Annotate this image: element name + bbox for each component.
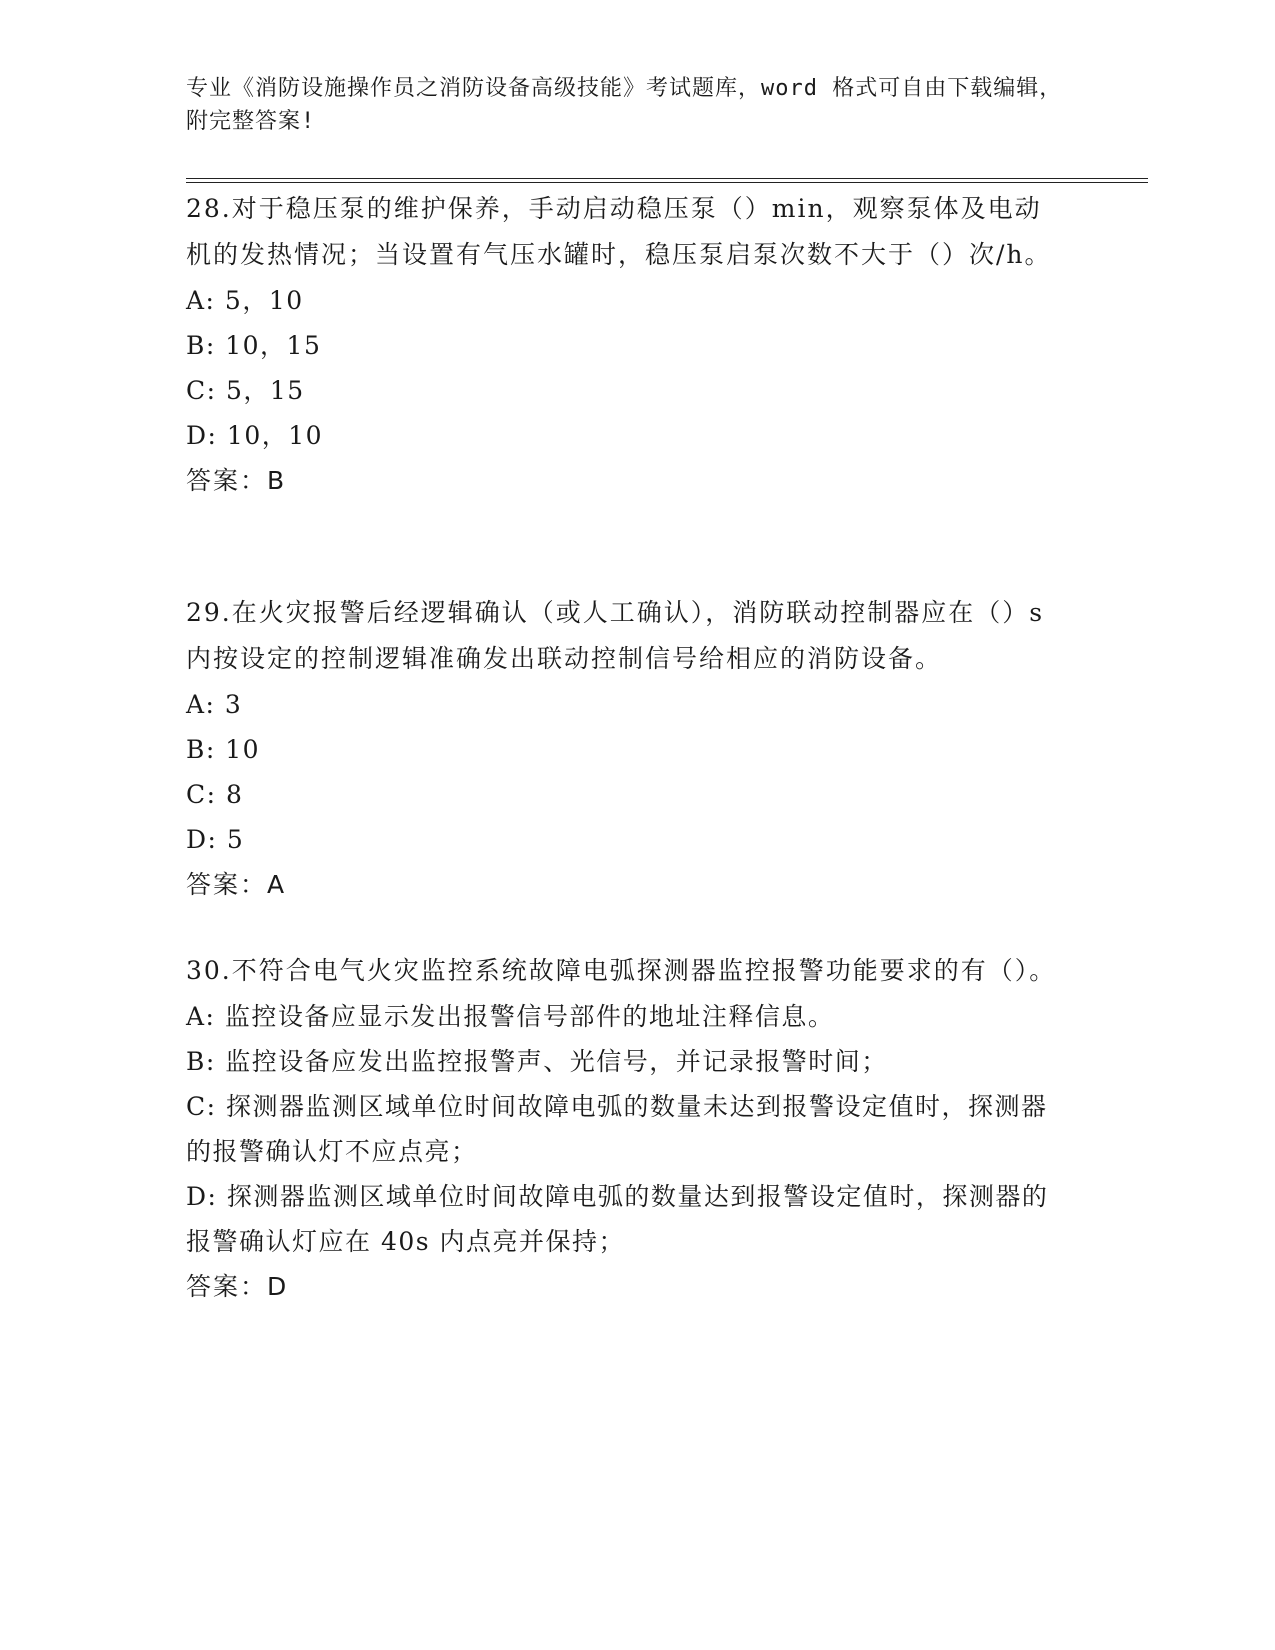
option-c: C: 8 bbox=[186, 780, 244, 809]
option-b: B: 10，15 bbox=[186, 331, 322, 360]
answer-line bbox=[186, 458, 1066, 503]
option-d: D: 5 bbox=[186, 825, 245, 854]
option-d: D: 10，10 bbox=[186, 421, 324, 450]
answer-label: 答案： bbox=[186, 466, 268, 495]
question-text: 29.在火灾报警后经逻辑确认（或人工确认），消防联动控制器应在（）s 内按设定的控制逻辑准确发出联动控制信号给相应的消防设备。 bbox=[186, 598, 1045, 673]
question-30 bbox=[186, 948, 1066, 1309]
answer-label: 答案： bbox=[186, 1272, 268, 1301]
answer-line bbox=[186, 1264, 1066, 1309]
option-d: D: 探测器监测区域单位时间故障电弧的数量达到报警设定值时，探测器的报警确认灯应在 40s 内点亮并保持； bbox=[186, 1182, 1049, 1256]
question-text: 30.不符合电气火灾监控系统故障电弧探测器监控报警功能要求的有（）。 bbox=[186, 956, 1057, 985]
option-a: A: 监控设备应显示发出报警信号部件的地址注释信息。 bbox=[186, 1002, 835, 1031]
header-divider bbox=[186, 178, 1148, 183]
option-c: C: 5，15 bbox=[186, 376, 305, 405]
question-28 bbox=[186, 186, 1066, 503]
option-a: A: 3 bbox=[186, 690, 243, 719]
question-29 bbox=[186, 590, 1066, 907]
answer-line bbox=[186, 862, 1066, 907]
option-b: B: 10 bbox=[186, 735, 261, 764]
option-c: C: 探测器监测区域单位时间故障电弧的数量未达到报警设定值时，探测器的报警确认灯不应点亮； bbox=[186, 1092, 1048, 1166]
document-header bbox=[186, 72, 1066, 138]
answer-value: B bbox=[267, 466, 285, 495]
answer-value: A bbox=[267, 870, 285, 899]
option-a: A: 5，10 bbox=[186, 286, 304, 315]
header-text: 专业《消防设施操作员之消防设备高级技能》考试题库，word 格式可自由下载编辑，附完整答案! bbox=[186, 76, 1063, 134]
option-b: B: 监控设备应发出监控报警声、光信号，并记录报警时间； bbox=[186, 1047, 888, 1076]
answer-label: 答案： bbox=[186, 870, 268, 899]
question-text: 28.对于稳压泵的维护保养，手动启动稳压泵（）min，观察泵体及电动机的发热情况；当设置有气压水罐时，稳压泵启泵次数不大于（）次/h。 bbox=[186, 194, 1052, 269]
answer-value: D bbox=[267, 1272, 287, 1301]
